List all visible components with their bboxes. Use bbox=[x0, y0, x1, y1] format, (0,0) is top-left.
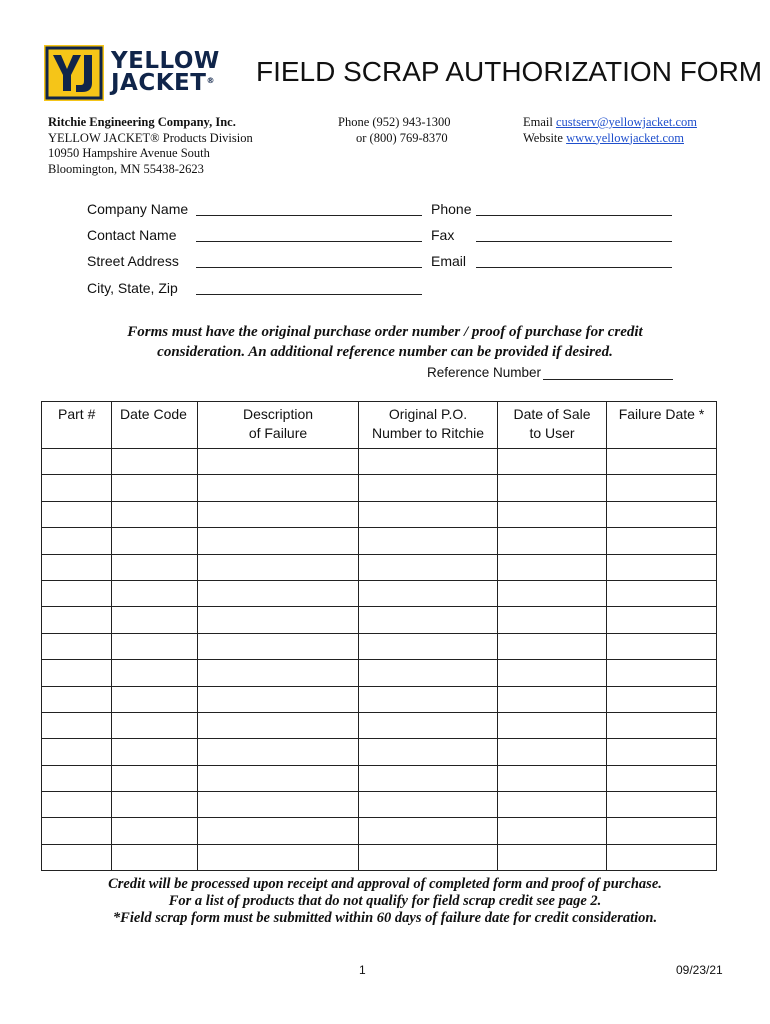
table-cell[interactable] bbox=[498, 792, 607, 818]
table-cell[interactable] bbox=[607, 501, 717, 527]
col-failure-date: Failure Date * bbox=[607, 402, 717, 449]
email-field[interactable] bbox=[476, 267, 672, 268]
reference-number-field[interactable] bbox=[543, 379, 673, 380]
table-cell[interactable] bbox=[607, 765, 717, 791]
table-cell[interactable] bbox=[112, 580, 198, 606]
phone-label: Phone bbox=[431, 201, 472, 217]
table-cell[interactable] bbox=[198, 792, 359, 818]
table-cell[interactable] bbox=[42, 475, 112, 501]
table-cell[interactable] bbox=[42, 660, 112, 686]
table-row bbox=[42, 792, 717, 818]
table-cell[interactable] bbox=[359, 686, 498, 712]
parts-table bbox=[41, 401, 717, 871]
table-cell[interactable] bbox=[112, 712, 198, 738]
table-cell[interactable] bbox=[112, 818, 198, 844]
website-link[interactable]: www.yellowjacket.com bbox=[566, 130, 684, 145]
city-state-zip-field[interactable] bbox=[196, 294, 422, 295]
table-cell[interactable] bbox=[607, 686, 717, 712]
table-cell[interactable] bbox=[498, 528, 607, 554]
table-cell[interactable] bbox=[498, 633, 607, 659]
table-cell[interactable] bbox=[607, 528, 717, 554]
table-cell[interactable] bbox=[498, 607, 607, 633]
table-row bbox=[42, 660, 717, 686]
table-cell[interactable] bbox=[112, 449, 198, 475]
table-cell[interactable] bbox=[42, 580, 112, 606]
table-cell[interactable] bbox=[42, 501, 112, 527]
col-part-number: Part # bbox=[42, 402, 112, 449]
company-name: Ritchie Engineering Company, Inc. bbox=[48, 115, 236, 129]
table-cell[interactable] bbox=[112, 686, 198, 712]
table-cell[interactable] bbox=[498, 818, 607, 844]
table-cell[interactable] bbox=[198, 739, 359, 765]
table-cell[interactable] bbox=[42, 844, 112, 870]
table-cell[interactable] bbox=[607, 607, 717, 633]
table-header-row bbox=[42, 402, 717, 449]
table-cell[interactable] bbox=[112, 501, 198, 527]
company-name-label: Company Name bbox=[87, 201, 189, 217]
purchase-order-notice: Forms must have the original purchase order number / proof of purchase for credit consideration. An additional reference number can be provided if desired. bbox=[127, 324, 643, 360]
table-cell[interactable] bbox=[498, 686, 607, 712]
table-cell[interactable] bbox=[359, 607, 498, 633]
table-cell[interactable] bbox=[198, 449, 359, 475]
table-cell[interactable] bbox=[359, 449, 498, 475]
table-cell[interactable] bbox=[42, 528, 112, 554]
table-cell[interactable] bbox=[112, 792, 198, 818]
table-row bbox=[42, 501, 717, 527]
company-street: 10950 Hampshire Avenue South bbox=[48, 146, 210, 160]
table-cell[interactable] bbox=[198, 818, 359, 844]
col-original-po: Original P.O. Number to Ritchie bbox=[359, 402, 498, 449]
reference-number-label: Reference Number bbox=[427, 365, 542, 380]
table-cell[interactable] bbox=[42, 449, 112, 475]
table-cell[interactable] bbox=[112, 633, 198, 659]
table-cell[interactable] bbox=[498, 712, 607, 738]
table-row bbox=[42, 607, 717, 633]
table-cell[interactable] bbox=[198, 475, 359, 501]
company-name-field[interactable] bbox=[196, 215, 422, 216]
table-cell[interactable] bbox=[359, 633, 498, 659]
table-cell[interactable] bbox=[498, 501, 607, 527]
fax-label: Fax bbox=[431, 227, 455, 243]
table-cell[interactable] bbox=[359, 528, 498, 554]
company-city: Bloomington, MN 55438-2623 bbox=[48, 161, 204, 176]
table-cell[interactable] bbox=[112, 739, 198, 765]
company-address bbox=[48, 115, 253, 177]
table-row bbox=[42, 475, 717, 501]
table-cell[interactable] bbox=[359, 818, 498, 844]
table-cell[interactable] bbox=[42, 792, 112, 818]
table-row bbox=[42, 844, 717, 870]
table-cell[interactable] bbox=[498, 554, 607, 580]
table-cell[interactable] bbox=[607, 792, 717, 818]
table-cell[interactable] bbox=[607, 475, 717, 501]
table-cell[interactable] bbox=[42, 818, 112, 844]
table-cell[interactable] bbox=[112, 765, 198, 791]
table-cell[interactable] bbox=[112, 607, 198, 633]
table-row bbox=[42, 818, 717, 844]
table-cell[interactable] bbox=[198, 844, 359, 870]
table-row bbox=[42, 765, 717, 791]
company-division: YELLOW JACKET® Products Division bbox=[48, 130, 253, 145]
table-cell[interactable] bbox=[42, 686, 112, 712]
table-cell[interactable] bbox=[607, 633, 717, 659]
table-row bbox=[42, 528, 717, 554]
table-cell[interactable] bbox=[42, 765, 112, 791]
table-row bbox=[42, 449, 717, 475]
table-cell[interactable] bbox=[498, 660, 607, 686]
contact-name-field[interactable] bbox=[196, 241, 422, 242]
col-description: Description of Failure bbox=[198, 402, 359, 449]
brand-wordmark: YELLOW JACKET® bbox=[111, 48, 220, 96]
table-cell[interactable] bbox=[498, 765, 607, 791]
table-cell[interactable] bbox=[112, 844, 198, 870]
table-cell[interactable] bbox=[498, 739, 607, 765]
table-cell[interactable] bbox=[359, 660, 498, 686]
table-cell[interactable] bbox=[198, 712, 359, 738]
table-cell[interactable] bbox=[498, 580, 607, 606]
table-row bbox=[42, 712, 717, 738]
yellow-jacket-logo-icon bbox=[44, 45, 104, 101]
table-cell[interactable] bbox=[198, 580, 359, 606]
street-address-field[interactable] bbox=[196, 267, 422, 268]
table-cell[interactable] bbox=[498, 844, 607, 870]
table-cell[interactable] bbox=[198, 660, 359, 686]
revision-date: 09/23/21 bbox=[676, 963, 723, 977]
table-row bbox=[42, 633, 717, 659]
table-row bbox=[42, 686, 717, 712]
table-cell[interactable] bbox=[198, 554, 359, 580]
table-cell[interactable] bbox=[198, 528, 359, 554]
table-cell[interactable] bbox=[607, 844, 717, 870]
table-cell[interactable] bbox=[198, 686, 359, 712]
table-cell[interactable] bbox=[198, 501, 359, 527]
table-cell[interactable] bbox=[359, 739, 498, 765]
table-cell[interactable] bbox=[607, 660, 717, 686]
credit-terms-footer: Credit will be processed upon receipt and approval of completed form and proof of purchase. For a list of products that do not qualify for field scrap credit see page 2. *Field scrap form must be submitted within 60 days of failure date for credit consideration. bbox=[108, 876, 662, 926]
email-label: Email bbox=[431, 253, 467, 269]
form-title: FIELD SCRAP AUTHORIZATION FORM bbox=[256, 56, 763, 87]
email-link[interactable]: custserv@yellowjacket.com bbox=[555, 115, 697, 129]
page-number: 1 bbox=[359, 963, 366, 977]
table-cell[interactable] bbox=[607, 580, 717, 606]
table-cell[interactable] bbox=[359, 580, 498, 606]
table-cell[interactable] bbox=[359, 792, 498, 818]
table-cell[interactable] bbox=[42, 633, 112, 659]
table-cell[interactable] bbox=[42, 739, 112, 765]
phone-field[interactable] bbox=[476, 215, 672, 216]
table-cell[interactable] bbox=[498, 449, 607, 475]
table-cell[interactable] bbox=[112, 528, 198, 554]
table-cell[interactable] bbox=[198, 633, 359, 659]
street-address-label: Street Address bbox=[87, 253, 179, 269]
company-phone: Phone (952) 943-1300 or (800) 769-8370 bbox=[338, 115, 451, 145]
table-cell[interactable] bbox=[607, 554, 717, 580]
table-cell[interactable] bbox=[112, 554, 198, 580]
table-cell[interactable] bbox=[359, 554, 498, 580]
table-cell[interactable] bbox=[198, 607, 359, 633]
table-cell[interactable] bbox=[42, 607, 112, 633]
table-cell[interactable] bbox=[607, 449, 717, 475]
table-cell[interactable] bbox=[42, 554, 112, 580]
city-state-zip-label: City, State, Zip bbox=[87, 280, 178, 296]
table-cell[interactable] bbox=[359, 475, 498, 501]
company-contact-links: Email custserv@yellowjacket.com Website www.yellowjacket.com bbox=[523, 115, 697, 145]
table-cell[interactable] bbox=[112, 660, 198, 686]
table-cell[interactable] bbox=[359, 844, 498, 870]
table-cell[interactable] bbox=[607, 739, 717, 765]
table-cell[interactable] bbox=[607, 712, 717, 738]
table-cell[interactable] bbox=[359, 712, 498, 738]
table-cell[interactable] bbox=[607, 818, 717, 844]
table-row bbox=[42, 739, 717, 765]
table-row bbox=[42, 554, 717, 580]
fax-field[interactable] bbox=[476, 241, 672, 242]
table-cell[interactable] bbox=[112, 475, 198, 501]
contact-name-label: Contact Name bbox=[87, 227, 177, 243]
table-cell[interactable] bbox=[198, 765, 359, 791]
table-cell[interactable] bbox=[359, 765, 498, 791]
table-cell[interactable] bbox=[498, 475, 607, 501]
table-row bbox=[42, 580, 717, 606]
col-date-of-sale: Date of Sale to User bbox=[498, 402, 607, 449]
col-date-code: Date Code bbox=[112, 402, 198, 449]
table-cell[interactable] bbox=[42, 712, 112, 738]
table-cell[interactable] bbox=[359, 501, 498, 527]
